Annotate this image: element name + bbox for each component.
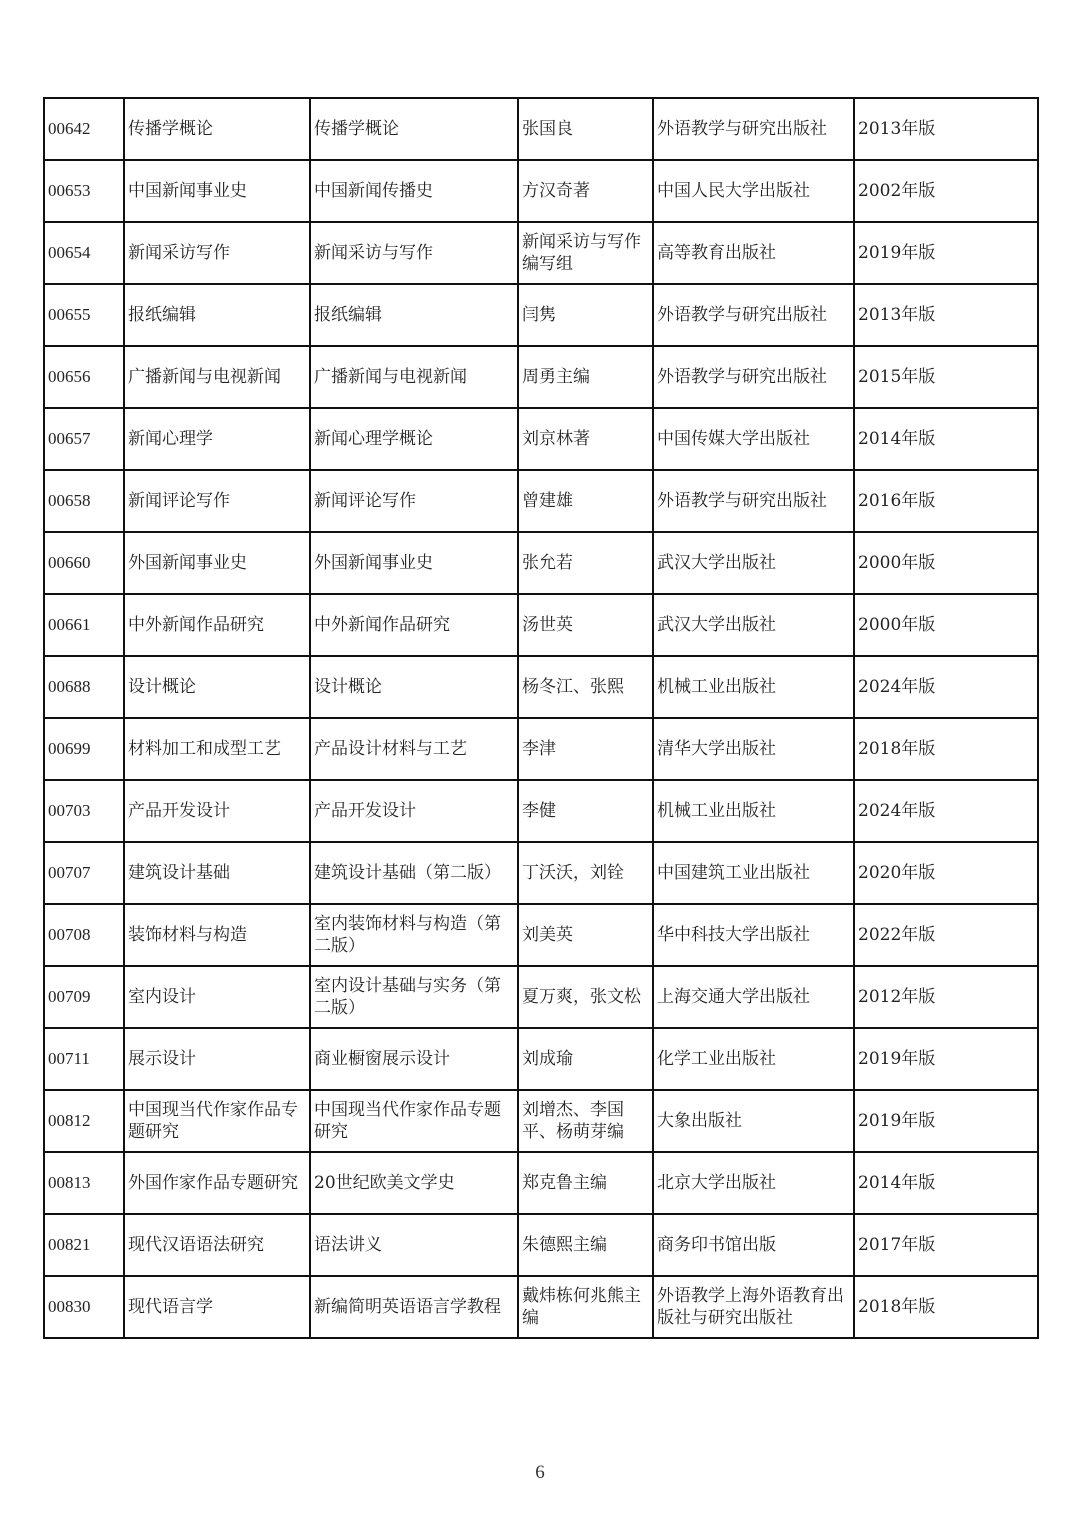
- author-cell: 新闻采访与写作编写组: [518, 222, 653, 284]
- course-name-cell: 室内设计: [124, 966, 310, 1028]
- course-name-cell: 现代汉语语法研究: [124, 1214, 310, 1276]
- course-name-cell: 传播学概论: [124, 98, 310, 160]
- edition-cell: 2018年版: [854, 1276, 1038, 1338]
- textbook-title-cell: 产品开发设计: [310, 780, 518, 842]
- course-code-cell: 00821: [44, 1214, 124, 1276]
- edition-cell: 2002年版: [854, 160, 1038, 222]
- table-row: [44, 842, 1038, 904]
- textbook-title-cell: 新编简明英语语言学教程: [310, 1276, 518, 1338]
- author-cell: 刘京林著: [518, 408, 653, 470]
- course-name-cell: 产品开发设计: [124, 780, 310, 842]
- edition-cell: 2017年版: [854, 1214, 1038, 1276]
- edition-cell: 2024年版: [854, 656, 1038, 718]
- edition-cell: 2019年版: [854, 1028, 1038, 1090]
- author-cell: 曾建雄: [518, 470, 653, 532]
- textbook-title-cell: 中国新闻传播史: [310, 160, 518, 222]
- author-cell: 刘美英: [518, 904, 653, 966]
- course-code-cell: 00660: [44, 532, 124, 594]
- table-row: [44, 532, 1038, 594]
- publisher-cell: 中国人民大学出版社: [653, 160, 854, 222]
- course-name-cell: 新闻评论写作: [124, 470, 310, 532]
- course-code-cell: 00642: [44, 98, 124, 160]
- textbook-title-cell: 设计概论: [310, 656, 518, 718]
- textbook-title-cell: 中外新闻作品研究: [310, 594, 518, 656]
- author-cell: 李津: [518, 718, 653, 780]
- edition-cell: 2000年版: [854, 594, 1038, 656]
- course-name-cell: 设计概论: [124, 656, 310, 718]
- course-name-cell: 现代语言学: [124, 1276, 310, 1338]
- edition-cell: 2016年版: [854, 470, 1038, 532]
- edition-cell: 2014年版: [854, 1152, 1038, 1214]
- edition-cell: 2019年版: [854, 222, 1038, 284]
- edition-cell: 2019年版: [854, 1090, 1038, 1152]
- course-name-cell: 外国作家作品专题研究: [124, 1152, 310, 1214]
- textbook-title-cell: 室内装饰材料与构造（第二版）: [310, 904, 518, 966]
- author-cell: 汤世英: [518, 594, 653, 656]
- table-row: [44, 346, 1038, 408]
- author-cell: 张国良: [518, 98, 653, 160]
- publisher-cell: 清华大学出版社: [653, 718, 854, 780]
- author-cell: 李健: [518, 780, 653, 842]
- course-name-cell: 中外新闻作品研究: [124, 594, 310, 656]
- textbook-title-cell: 室内设计基础与实务（第二版）: [310, 966, 518, 1028]
- table-row: [44, 780, 1038, 842]
- textbook-title-cell: 外国新闻事业史: [310, 532, 518, 594]
- course-name-cell: 材料加工和成型工艺: [124, 718, 310, 780]
- publisher-cell: 化学工业出版社: [653, 1028, 854, 1090]
- course-code-cell: 00657: [44, 408, 124, 470]
- course-code-cell: 00708: [44, 904, 124, 966]
- edition-cell: 2000年版: [854, 532, 1038, 594]
- publisher-cell: 华中科技大学出版社: [653, 904, 854, 966]
- textbook-title-cell: 广播新闻与电视新闻: [310, 346, 518, 408]
- publisher-cell: 机械工业出版社: [653, 656, 854, 718]
- course-name-cell: 装饰材料与构造: [124, 904, 310, 966]
- publisher-cell: 外语教学与研究出版社: [653, 284, 854, 346]
- table-row: [44, 284, 1038, 346]
- edition-cell: 2012年版: [854, 966, 1038, 1028]
- publisher-cell: 外语教学与研究出版社: [653, 98, 854, 160]
- publisher-cell: 商务印书馆出版: [653, 1214, 854, 1276]
- author-cell: 方汉奇著: [518, 160, 653, 222]
- table-row: [44, 594, 1038, 656]
- course-code-cell: 00709: [44, 966, 124, 1028]
- publisher-cell: 机械工业出版社: [653, 780, 854, 842]
- course-code-cell: 00711: [44, 1028, 124, 1090]
- course-name-cell: 新闻心理学: [124, 408, 310, 470]
- course-code-cell: 00830: [44, 1276, 124, 1338]
- course-code-cell: 00661: [44, 594, 124, 656]
- table-row: [44, 98, 1038, 160]
- author-cell: 周勇主编: [518, 346, 653, 408]
- course-code-cell: 00653: [44, 160, 124, 222]
- publisher-cell: 外语教学与研究出版社: [653, 346, 854, 408]
- author-cell: 刘增杰、李国平、杨萌芽编: [518, 1090, 653, 1152]
- textbook-title-cell: 新闻评论写作: [310, 470, 518, 532]
- edition-cell: 2015年版: [854, 346, 1038, 408]
- table-row: [44, 1028, 1038, 1090]
- publisher-cell: 外语教学与研究出版社: [653, 470, 854, 532]
- table-row: [44, 966, 1038, 1028]
- table-row: [44, 1090, 1038, 1152]
- course-code-cell: 00707: [44, 842, 124, 904]
- edition-cell: 2018年版: [854, 718, 1038, 780]
- textbook-title-cell: 商业橱窗展示设计: [310, 1028, 518, 1090]
- publisher-cell: 上海交通大学出版社: [653, 966, 854, 1028]
- textbook-title-cell: 传播学概论: [310, 98, 518, 160]
- textbook-title-cell: 语法讲义: [310, 1214, 518, 1276]
- table-row: [44, 1152, 1038, 1214]
- author-cell: 郑克鲁主编: [518, 1152, 653, 1214]
- author-cell: 刘成瑜: [518, 1028, 653, 1090]
- author-cell: 张允若: [518, 532, 653, 594]
- course-name-cell: 新闻采访写作: [124, 222, 310, 284]
- textbook-title-cell: 20世纪欧美文学史: [310, 1152, 518, 1214]
- course-name-cell: 中国现当代作家作品专题研究: [124, 1090, 310, 1152]
- author-cell: 丁沃沃，刘铨: [518, 842, 653, 904]
- course-code-cell: 00656: [44, 346, 124, 408]
- author-cell: 戴炜栋何兆熊主编: [518, 1276, 653, 1338]
- textbook-title-cell: 报纸编辑: [310, 284, 518, 346]
- edition-cell: 2022年版: [854, 904, 1038, 966]
- publisher-cell: 北京大学出版社: [653, 1152, 854, 1214]
- textbook-title-cell: 产品设计材料与工艺: [310, 718, 518, 780]
- course-name-cell: 广播新闻与电视新闻: [124, 346, 310, 408]
- edition-cell: 2013年版: [854, 98, 1038, 160]
- table-row: [44, 718, 1038, 780]
- table-body: [44, 98, 1038, 1338]
- table-row: [44, 1276, 1038, 1338]
- course-code-cell: 00813: [44, 1152, 124, 1214]
- table-row: [44, 904, 1038, 966]
- table-row: [44, 222, 1038, 284]
- table-row: [44, 656, 1038, 718]
- edition-cell: 2024年版: [854, 780, 1038, 842]
- table-row: [44, 160, 1038, 222]
- author-cell: 闫隽: [518, 284, 653, 346]
- textbook-table: [43, 97, 1039, 1339]
- publisher-cell: 外语教学上海外语教育出版社与研究出版社: [653, 1276, 854, 1338]
- author-cell: 杨冬江、张熙: [518, 656, 653, 718]
- textbook-title-cell: 中国现当代作家作品专题研究: [310, 1090, 518, 1152]
- publisher-cell: 大象出版社: [653, 1090, 854, 1152]
- course-code-cell: 00688: [44, 656, 124, 718]
- author-cell: 夏万爽，张文松: [518, 966, 653, 1028]
- publisher-cell: 中国建筑工业出版社: [653, 842, 854, 904]
- author-cell: 朱德熙主编: [518, 1214, 653, 1276]
- publisher-cell: 武汉大学出版社: [653, 532, 854, 594]
- publisher-cell: 高等教育出版社: [653, 222, 854, 284]
- textbook-title-cell: 建筑设计基础（第二版）: [310, 842, 518, 904]
- table-row: [44, 408, 1038, 470]
- course-code-cell: 00655: [44, 284, 124, 346]
- table-row: [44, 470, 1038, 532]
- textbook-title-cell: 新闻采访与写作: [310, 222, 518, 284]
- course-code-cell: 00699: [44, 718, 124, 780]
- course-name-cell: 报纸编辑: [124, 284, 310, 346]
- course-name-cell: 建筑设计基础: [124, 842, 310, 904]
- edition-cell: 2020年版: [854, 842, 1038, 904]
- course-name-cell: 展示设计: [124, 1028, 310, 1090]
- course-code-cell: 00654: [44, 222, 124, 284]
- edition-cell: 2013年版: [854, 284, 1038, 346]
- table-row: [44, 1214, 1038, 1276]
- course-code-cell: 00703: [44, 780, 124, 842]
- publisher-cell: 武汉大学出版社: [653, 594, 854, 656]
- page-number: 6: [535, 1462, 545, 1483]
- course-name-cell: 中国新闻事业史: [124, 160, 310, 222]
- course-code-cell: 00812: [44, 1090, 124, 1152]
- textbook-title-cell: 新闻心理学概论: [310, 408, 518, 470]
- course-code-cell: 00658: [44, 470, 124, 532]
- course-name-cell: 外国新闻事业史: [124, 532, 310, 594]
- publisher-cell: 中国传媒大学出版社: [653, 408, 854, 470]
- edition-cell: 2014年版: [854, 408, 1038, 470]
